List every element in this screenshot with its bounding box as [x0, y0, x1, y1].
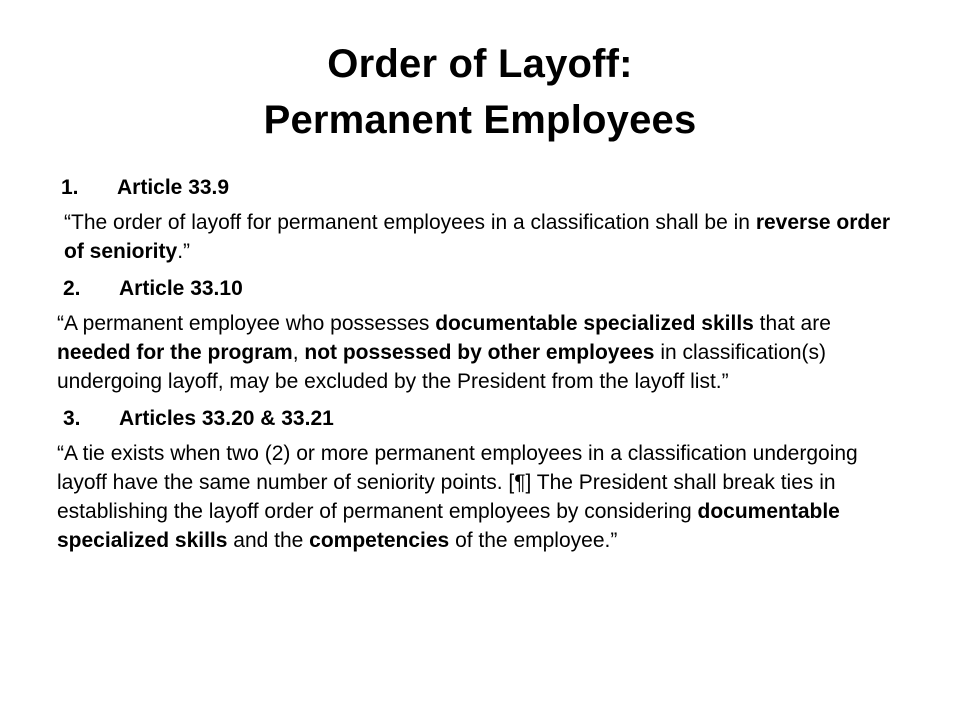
quote-article-33-9 [57, 208, 907, 266]
quote-text: of the employee.” [449, 529, 618, 552]
quote-emphasis: documentable specialized skills [57, 500, 840, 552]
item-heading-articles-33-20-33-21 [57, 404, 907, 433]
quote-text: and the [227, 529, 310, 552]
slide-body [57, 173, 907, 555]
item-heading-text: Article 33.10 [119, 277, 243, 300]
slide-title [0, 36, 960, 148]
item-number: 1. [61, 176, 79, 199]
quote-text: that are [753, 312, 831, 335]
quote-articles-33-20-33-21 [57, 439, 907, 555]
quote-text: in classification(s) undergoing layoff, may be excluded by the President from the layoff list.” [57, 341, 827, 393]
item-heading-text: Article 33.9 [117, 176, 230, 199]
quote-emphasis: needed for the program [57, 341, 293, 364]
item-heading-article-33-9 [57, 173, 907, 202]
quote-article-33-10 [57, 309, 907, 396]
quote-emphasis: not possessed by other employees [304, 341, 655, 364]
quote-text: “The order of layoff for permanent employees in a classification shall be in [64, 211, 756, 234]
item-number: 3. [63, 407, 81, 430]
item-heading-article-33-10 [57, 274, 907, 303]
quote-text: “A tie exists when two (2) or more permanent employees in a classification undergoing layoff have the same number of seniority points. [¶] The President shall break ties in establishing the layoff order of permanent employees by considering [57, 442, 858, 523]
quote-emphasis: documentable specialized skills [435, 312, 754, 335]
quote-emphasis: reverse order of seniority [64, 211, 891, 263]
item-heading-text: Articles 33.20 & 33.21 [119, 407, 334, 430]
quote-emphasis: competencies [309, 529, 450, 552]
quote-text: “A permanent employee who possesses [57, 312, 436, 335]
title-line-2: Permanent Employees [263, 98, 697, 142]
item-number: 2. [63, 277, 81, 300]
title-line-1: Order of Layoff: [327, 42, 633, 86]
quote-text: , [292, 341, 305, 364]
quote-text: .” [177, 240, 191, 263]
